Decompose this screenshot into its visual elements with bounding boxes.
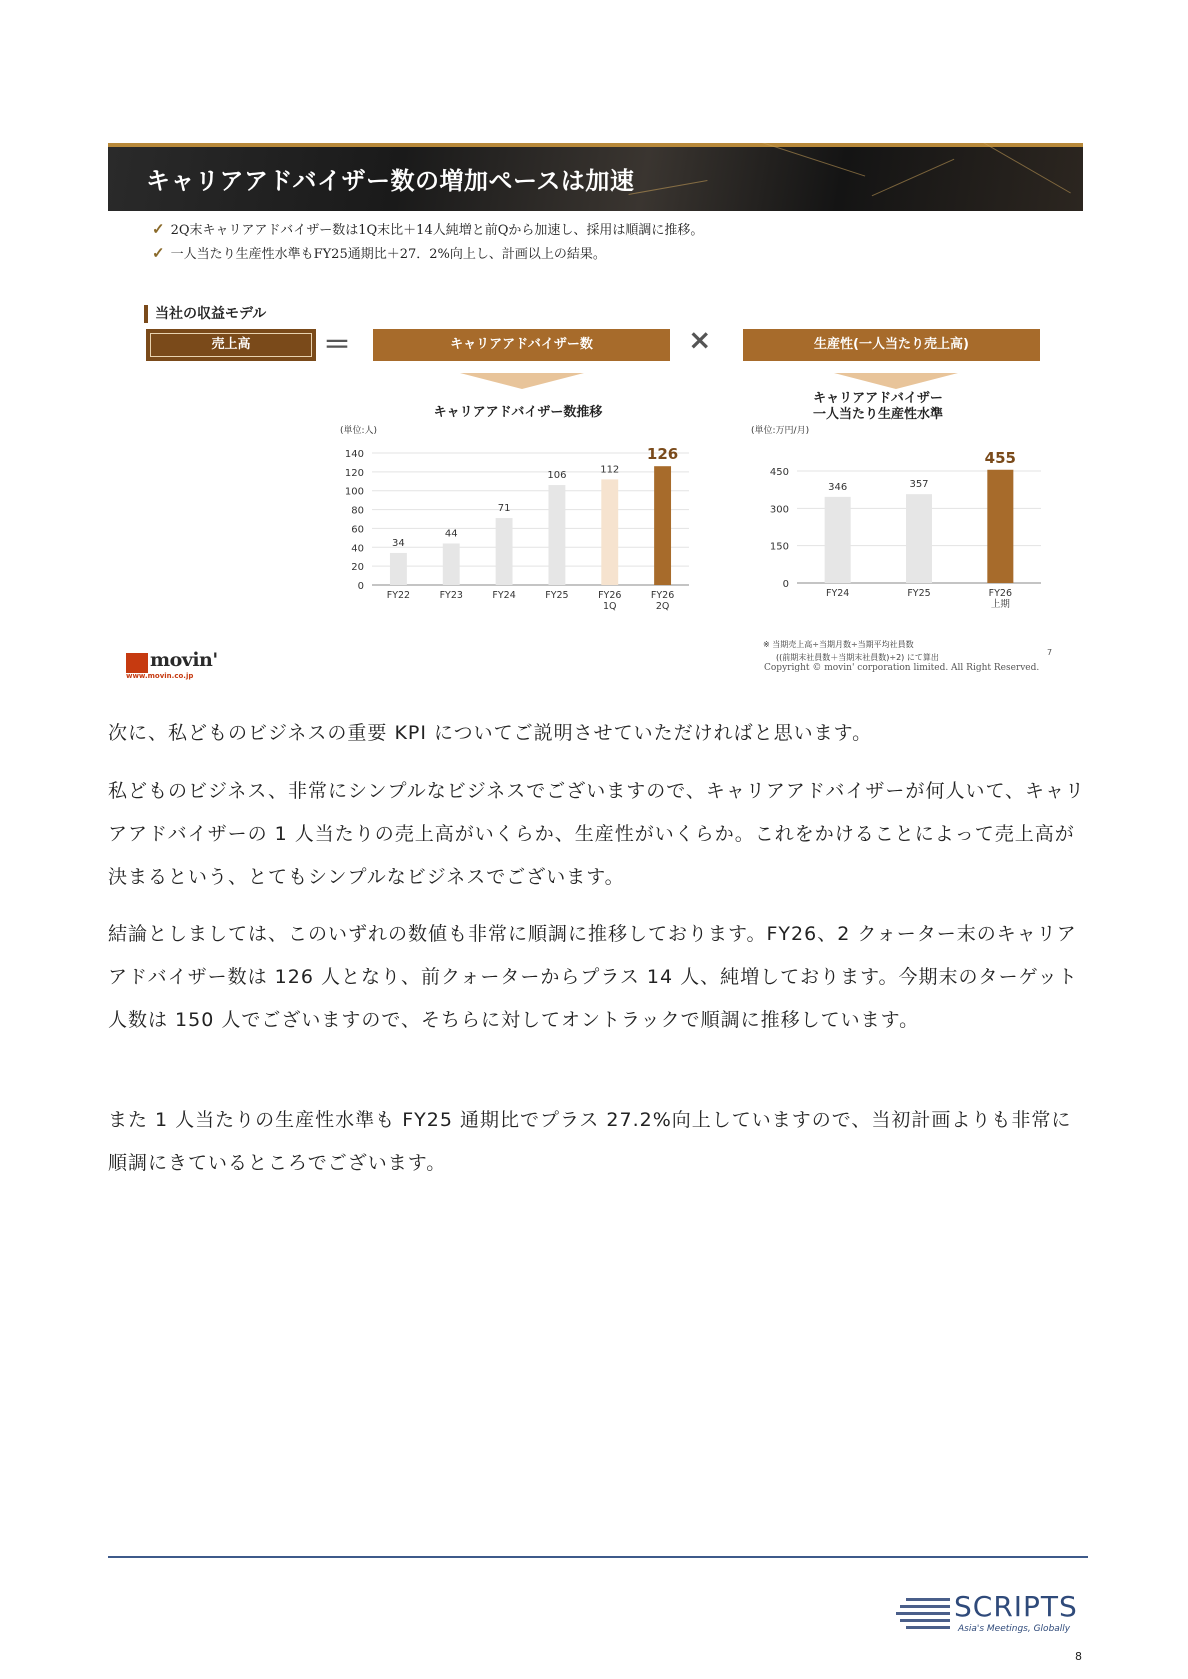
data-label: 357 <box>909 479 929 491</box>
transcript-paragraph: 結論としましては、このいずれの数値も非常に順調に推移しております。FY26、2 クォーター末のキャリアアドバイザー数は 126 人となり、前クォーターからプラス 14 人、純増しております。今期末のターゲット人数は 150 人でございますので、そちらに対してオントラックで順調に推移しています。 <box>108 923 1078 1031</box>
y-tick-label: 80 <box>351 505 364 517</box>
chart2-note-1: ※ 当期売上高÷当期月数÷当期平均社員数 <box>763 640 914 649</box>
bar <box>390 553 407 585</box>
y-tick-label: 300 <box>769 504 789 516</box>
chart2-note-2: ((前期末社員数＋当期末社員数)÷2) にて算出 <box>776 653 939 662</box>
chart2-unit: (単位:万円/月) <box>751 426 810 436</box>
x-tick-label: FY22 <box>386 590 411 601</box>
page-number: 8 <box>1075 1650 1082 1663</box>
slide-title: キャリアアドバイザー数の増加ペースは加速 <box>146 166 635 195</box>
factor-productivity: 生産性(一人当たり売上高) <box>743 329 1040 361</box>
data-label: 126 <box>646 445 679 464</box>
transcript-paragraph: 次に、私どものビジネスの重要 KPI についてご説明させていただければと思います。 <box>108 722 873 744</box>
x-tick-label: FY25 <box>907 588 931 599</box>
x-tick-label: 1Q <box>602 601 617 612</box>
y-tick-label: 0 <box>782 579 789 590</box>
y-tick-label: 140 <box>344 449 364 460</box>
x-tick-label: FY26 <box>650 590 675 601</box>
bar <box>825 497 851 583</box>
slide-page-number: 7 <box>1047 648 1053 657</box>
scripts-logo-word: SCRIPTS <box>954 1590 1078 1623</box>
data-label: 455 <box>984 448 1016 467</box>
movin-logo-word: movin' <box>150 649 218 671</box>
y-tick-label: 150 <box>769 541 789 553</box>
slide-copyright: Copyright © movin' corporation limited. All Right Reserved. <box>764 663 1040 673</box>
bar <box>601 479 618 585</box>
equals-icon: ＝ <box>323 328 352 361</box>
x-tick-label: 上期 <box>990 599 1010 610</box>
footer-divider <box>108 1556 1088 1558</box>
slide-header <box>108 143 1083 211</box>
revenue-model-label: 当社の収益モデル <box>144 305 266 323</box>
y-tick-label: 60 <box>351 524 364 536</box>
chart1-unit: (単位:人) <box>340 426 378 436</box>
data-label: 71 <box>497 503 511 515</box>
x-tick-label: 2Q <box>655 601 670 612</box>
check-icon: ✓ <box>152 220 165 238</box>
y-tick-label: 450 <box>769 467 789 478</box>
bar <box>987 470 1013 583</box>
movin-logo-mark-icon <box>126 653 148 673</box>
x-tick-label: FY24 <box>825 588 850 599</box>
y-tick-label: 120 <box>344 467 364 479</box>
productivity-chart <box>751 431 1051 621</box>
x-tick-label: FY23 <box>439 590 463 601</box>
data-label: 346 <box>828 481 848 493</box>
data-label: 106 <box>547 470 567 482</box>
y-tick-label: 100 <box>344 486 364 498</box>
check-icon: ✓ <box>152 244 165 262</box>
slide-image <box>108 143 1083 681</box>
x-tick-label: FY24 <box>492 590 516 601</box>
y-tick-label: 20 <box>351 562 364 574</box>
bar <box>548 485 565 585</box>
data-label: 34 <box>392 537 405 549</box>
y-tick-label: 40 <box>351 543 364 555</box>
chart1-title: キャリアアドバイザー数推移 <box>433 405 603 420</box>
y-tick-label: 0 <box>357 581 364 592</box>
data-label: 112 <box>600 464 620 476</box>
movin-logo-url: www.movin.co.jp <box>126 672 194 680</box>
bar <box>654 466 671 585</box>
data-label: 44 <box>444 528 458 540</box>
bullet-1: ✓ 2Q末キャリアアドバイザー数は1Q末比＋14人純増と前Qから加速し、採用は順調に推移。 <box>152 220 704 238</box>
x-tick-label: FY26 <box>988 588 1013 599</box>
scripts-logo-tagline: Asia's Meetings, Globally <box>958 1624 1071 1634</box>
transcript-paragraph: 私どものビジネス、非常にシンプルなビジネスでございますので、キャリアアドバイザーが何人いて、キャリアアドバイザーの 1 人当たりの売上高がいくらか、生産性がいくらか。これをかけることによって売上高が決まるという、とてもシンプルなビジネスでございます。 <box>108 780 1086 888</box>
sales-box <box>146 329 316 361</box>
scripts-logo <box>896 1590 1086 1638</box>
factor-advisor-count: キャリアアドバイザー数 <box>373 329 670 361</box>
sales-label: 売上高 <box>150 333 312 357</box>
bar <box>906 494 932 583</box>
movin-logo <box>126 649 226 679</box>
x-tick-label: FY26 <box>598 590 622 601</box>
advisor-count-chart <box>340 433 695 623</box>
bar <box>443 544 460 585</box>
down-arrow-icon <box>460 373 584 389</box>
chart2-title: キャリアアドバイザー 一人当たり生産性水準 <box>812 391 943 422</box>
x-tick-label: FY25 <box>545 590 569 601</box>
bullet-2: ✓ 一人当たり生産性水準もFY25通期比＋27．2%向上し、計画以上の結果。 <box>152 244 606 262</box>
down-arrow-icon <box>834 373 958 389</box>
bar <box>496 518 513 585</box>
times-icon: × <box>688 323 712 356</box>
transcript-paragraph: また 1 人当たりの生産性水準も FY25 通期比でプラス 27.2%向上していますので、当初計画よりも非常に順調にきているところでございます。 <box>108 1109 1072 1174</box>
